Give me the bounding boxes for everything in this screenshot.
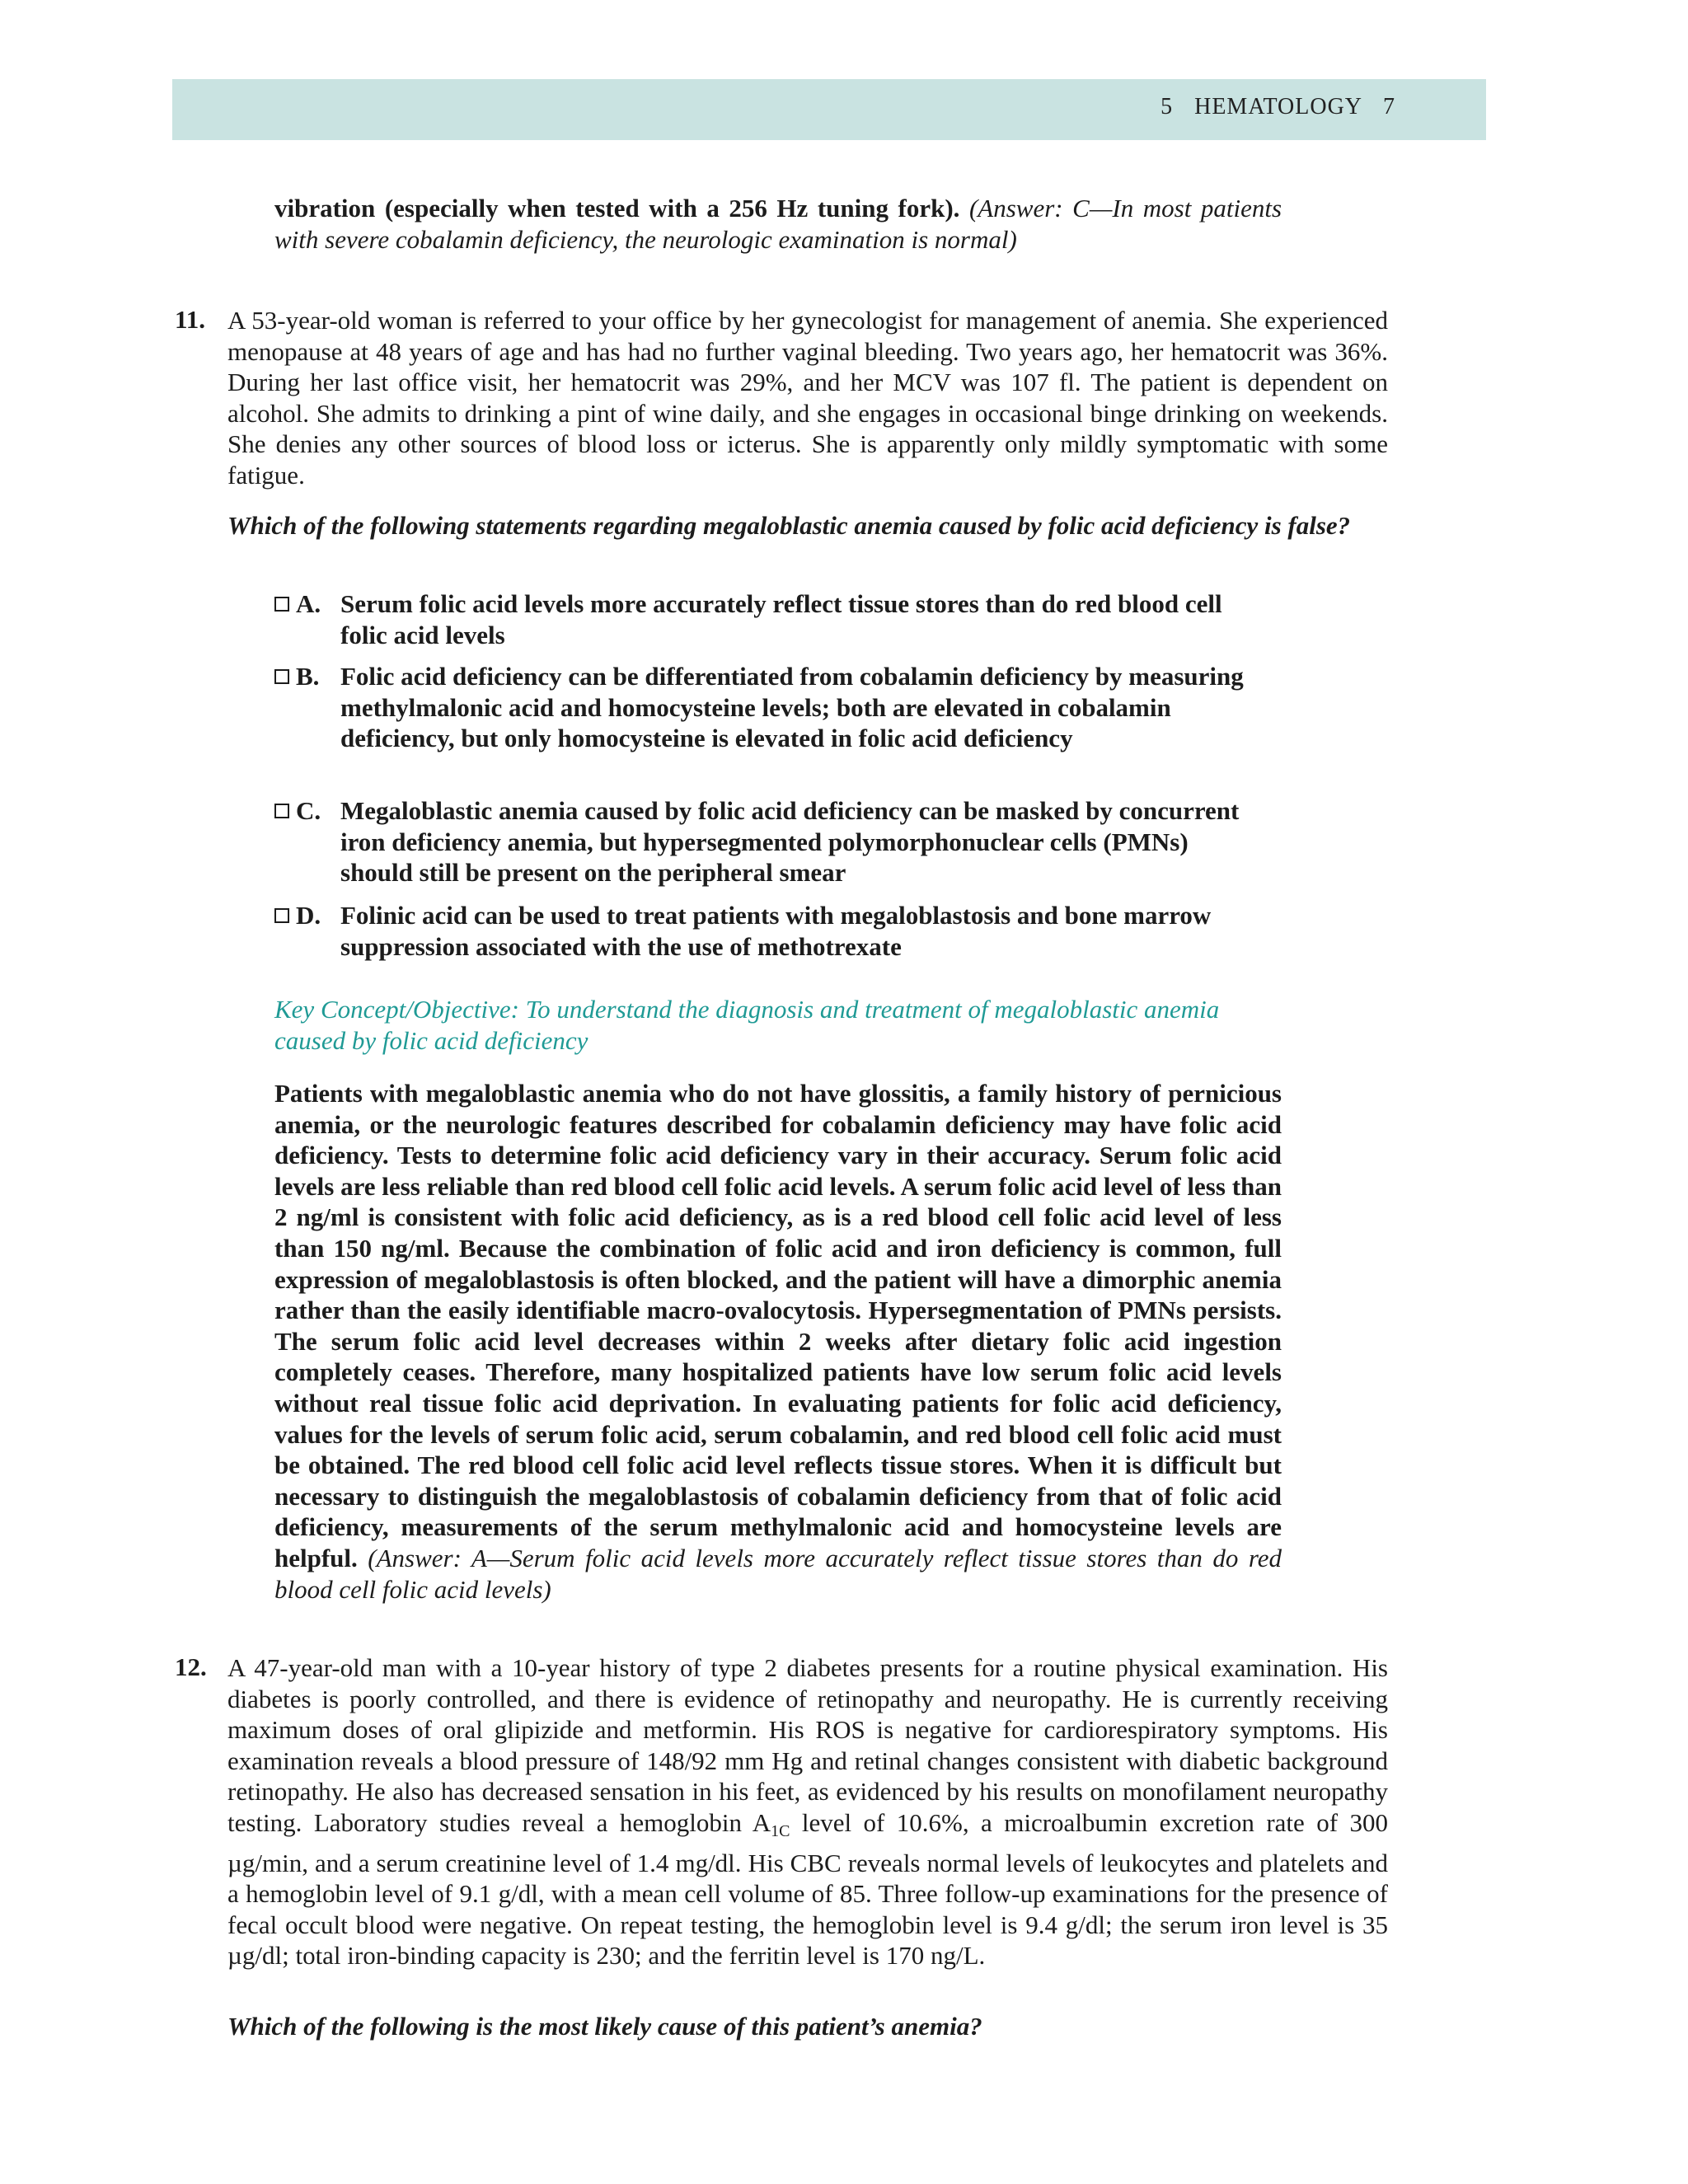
stem-subscript: 1C <box>771 1821 790 1840</box>
option-label: B. <box>296 662 320 691</box>
stem-part-1: A 47-year-old man with a 10-year history of type 2 diabetes presents for a routine physical examination. His diabetes is poorly controlled, and there is evidence of retinopathy and neuropathy. He is currently receiving maximum doses of oral glipizide and metformin. His ROS is negative for cardiorespiratory symptoms. His examination reveals a blood pressure of 148/92 mm Hg and retinal changes consistent with diabetic background retinopathy. He also has decreased sensation in his feet, as evidenced by his results on monofilament neuropathy testing. Laboratory studies reveal a hemoglobin A <box>227 1653 1388 1837</box>
question-prompt: Which of the following statements regarding megaloblastic anemia caused by folic acid deficiency is false? <box>227 511 1351 540</box>
question-stem: A 53-year-old woman is referred to your office by her gynecologist for management of anemia. She experienced menopause at 48 years of age and has had no further vaginal bleeding. Two years ago, her hematocrit was 36%. During her last office visit, her hematocrit was 29%, and her MCV was 107 fl. The patient is dependent on alcohol. She admits to drinking a pint of wine daily, and she engages in occasional binge drinking on weekends. She denies any other sources of blood loss or icterus. She is apparently only mildly symptomatic with some fatigue. <box>227 306 1388 490</box>
question-number: 11. <box>175 305 206 334</box>
header-text <box>1146 94 1395 120</box>
option-text: Folic acid deficiency can be differentiated from cobalamin deficiency by measuring methylmalonic acid and homocysteine levels; both are elevated in cobalamin deficiency, but only homocysteine is elevated in folic acid deficiency <box>340 662 1244 753</box>
checkbox-icon[interactable] <box>274 669 289 684</box>
option-label: D. <box>296 901 321 930</box>
chapter-number: 5 <box>1160 94 1174 120</box>
question-stem <box>227 1652 1388 1971</box>
stem-part-2: level of 10.6%, a microalbumin excretion rate of 300 µg/min, and a serum creatinine level of 1.4 mg/dl. His CBC reveals normal levels of leukocytes and platelets and a hemoglobin level of 9.1 g/dl, with a mean cell volume of 85. Three follow-up examinations for the presence of fecal occult blood were negative. On repeat testing, the hemoglobin level is 9.4 g/dl; the serum iron level is 35 µg/dl; total iron-binding capacity is 230; and the ferritin level is 170 ng/L. <box>227 1807 1388 1971</box>
section-title: HEMATOLOGY <box>1194 94 1362 120</box>
question-number: 12. <box>175 1652 207 1681</box>
checkbox-icon[interactable] <box>274 908 289 923</box>
key-concept: Key Concept/Objective: To understand the diagnosis and treatment of megaloblastic anemia caused by folic acid deficiency <box>274 995 1220 1055</box>
previous-answer <box>274 193 1282 255</box>
checkbox-icon[interactable] <box>274 597 289 612</box>
previous-answer-text: vibration (especially when tested with a 256 Hz tuning fork). <box>274 194 960 223</box>
option-label: A. <box>296 589 321 618</box>
option-label: C. <box>296 796 321 825</box>
option-text: Folinic acid can be used to treat patients with megaloblastosis and bone marrow suppression associated with the use of methotrexate <box>340 901 1212 961</box>
explanation <box>274 1078 1282 1605</box>
checkbox-icon[interactable] <box>274 804 289 818</box>
answer-key: (Answer: A—Serum folic acid levels more accurately reflect tissue stores than do red blood cell folic acid levels) <box>274 1543 1282 1604</box>
question-prompt: Which of the following is the most likely cause of this patient’s anemia? <box>227 2012 982 2041</box>
page-number: 7 <box>1383 94 1395 120</box>
option-text: Megaloblastic anemia caused by folic acid deficiency can be masked by concurrent iron deficiency anemia, but hypersegmented polymorphonuclear cells (PMNs) should still be present on the peripheral smear <box>340 796 1240 888</box>
previous-answer-key: (Answer: C—In most patients with severe cobalamin deficiency, the neurologic examination is normal) <box>274 194 1282 254</box>
option-text: Serum folic acid levels more accurately reflect tissue stores than do red blood cell folic acid levels <box>340 589 1222 649</box>
running-header <box>172 79 1486 140</box>
explanation-text: Patients with megaloblastic anemia who do not have glossitis, a family history of pernicious anemia, or the neurologic features described for cobalamin deficiency may have folic acid deficiency. Tests to determine folic acid deficiency vary in their accuracy. Serum folic acid levels are less reliable than red blood cell folic acid levels. A serum folic acid level of less than 2 ng/ml is consistent with folic acid deficiency, as is a red blood cell folic acid level of less than 150 ng/ml. Because the combination of folic acid and iron deficiency is common, full expression of megaloblastosis is often blocked, and the patient will have a dimorphic anemia rather than the easily identifiable macro-ovalocytosis. Hypersegmentation of PMNs persists. The serum folic acid level decreases within 2 weeks after dietary folic acid ingestion completely ceases. Therefore, many hospitalized patients have low serum folic acid levels without real tissue folic acid deprivation. In evaluating patients for folic acid deficiency, values for the levels of serum folic acid, serum cobalamin, and red blood cell folic acid must be obtained. The red blood cell folic acid level reflects tissue stores. When it is difficult but necessary to distinguish the megaloblastosis of cobalamin deficiency from that of folic acid deficiency, measurements of the serum methylmalonic acid and homocysteine levels are helpful. <box>274 1079 1282 1572</box>
